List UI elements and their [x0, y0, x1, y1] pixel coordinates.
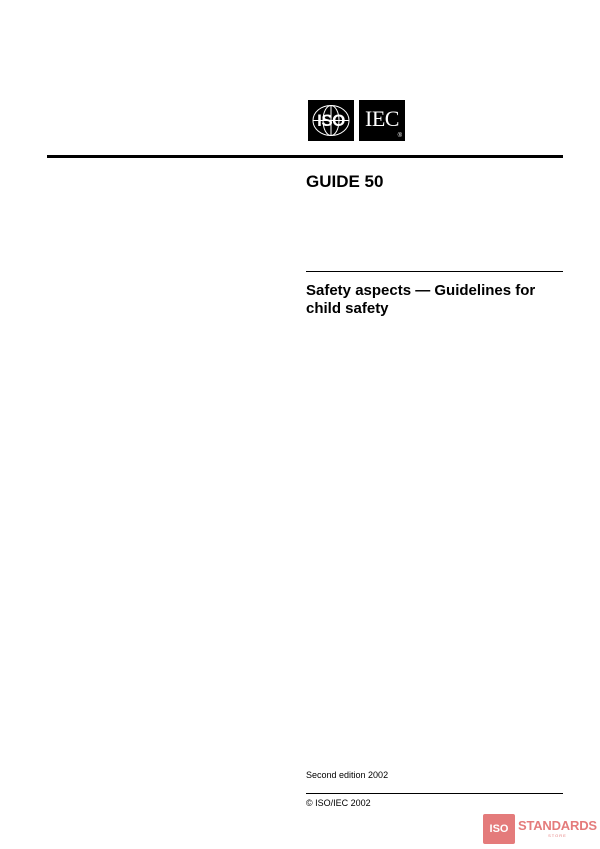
iec-logo-text: IEC [365, 105, 399, 131]
iso-logo-text: ISO [317, 110, 345, 130]
iec-logo [359, 100, 405, 141]
watermark-badge: ISO [483, 814, 515, 844]
title-divider [306, 271, 563, 272]
watermark-text [518, 819, 597, 839]
document-title: Safety aspects — Guidelines for child safety [306, 282, 536, 317]
guide-number: GUIDE 50 [306, 172, 384, 191]
top-divider [47, 155, 563, 158]
copyright-text: © ISO/IEC 2002 [306, 798, 371, 808]
edition-text: Second edition 2002 [306, 770, 389, 780]
publisher-logos [308, 100, 405, 141]
bottom-divider [306, 793, 563, 794]
iso-standards-store-watermark [483, 814, 597, 844]
watermark-main: STANDARDS [518, 818, 597, 833]
registered-mark: ® [397, 133, 402, 139]
watermark-sub: STORE [548, 833, 567, 838]
iso-logo [308, 100, 354, 141]
